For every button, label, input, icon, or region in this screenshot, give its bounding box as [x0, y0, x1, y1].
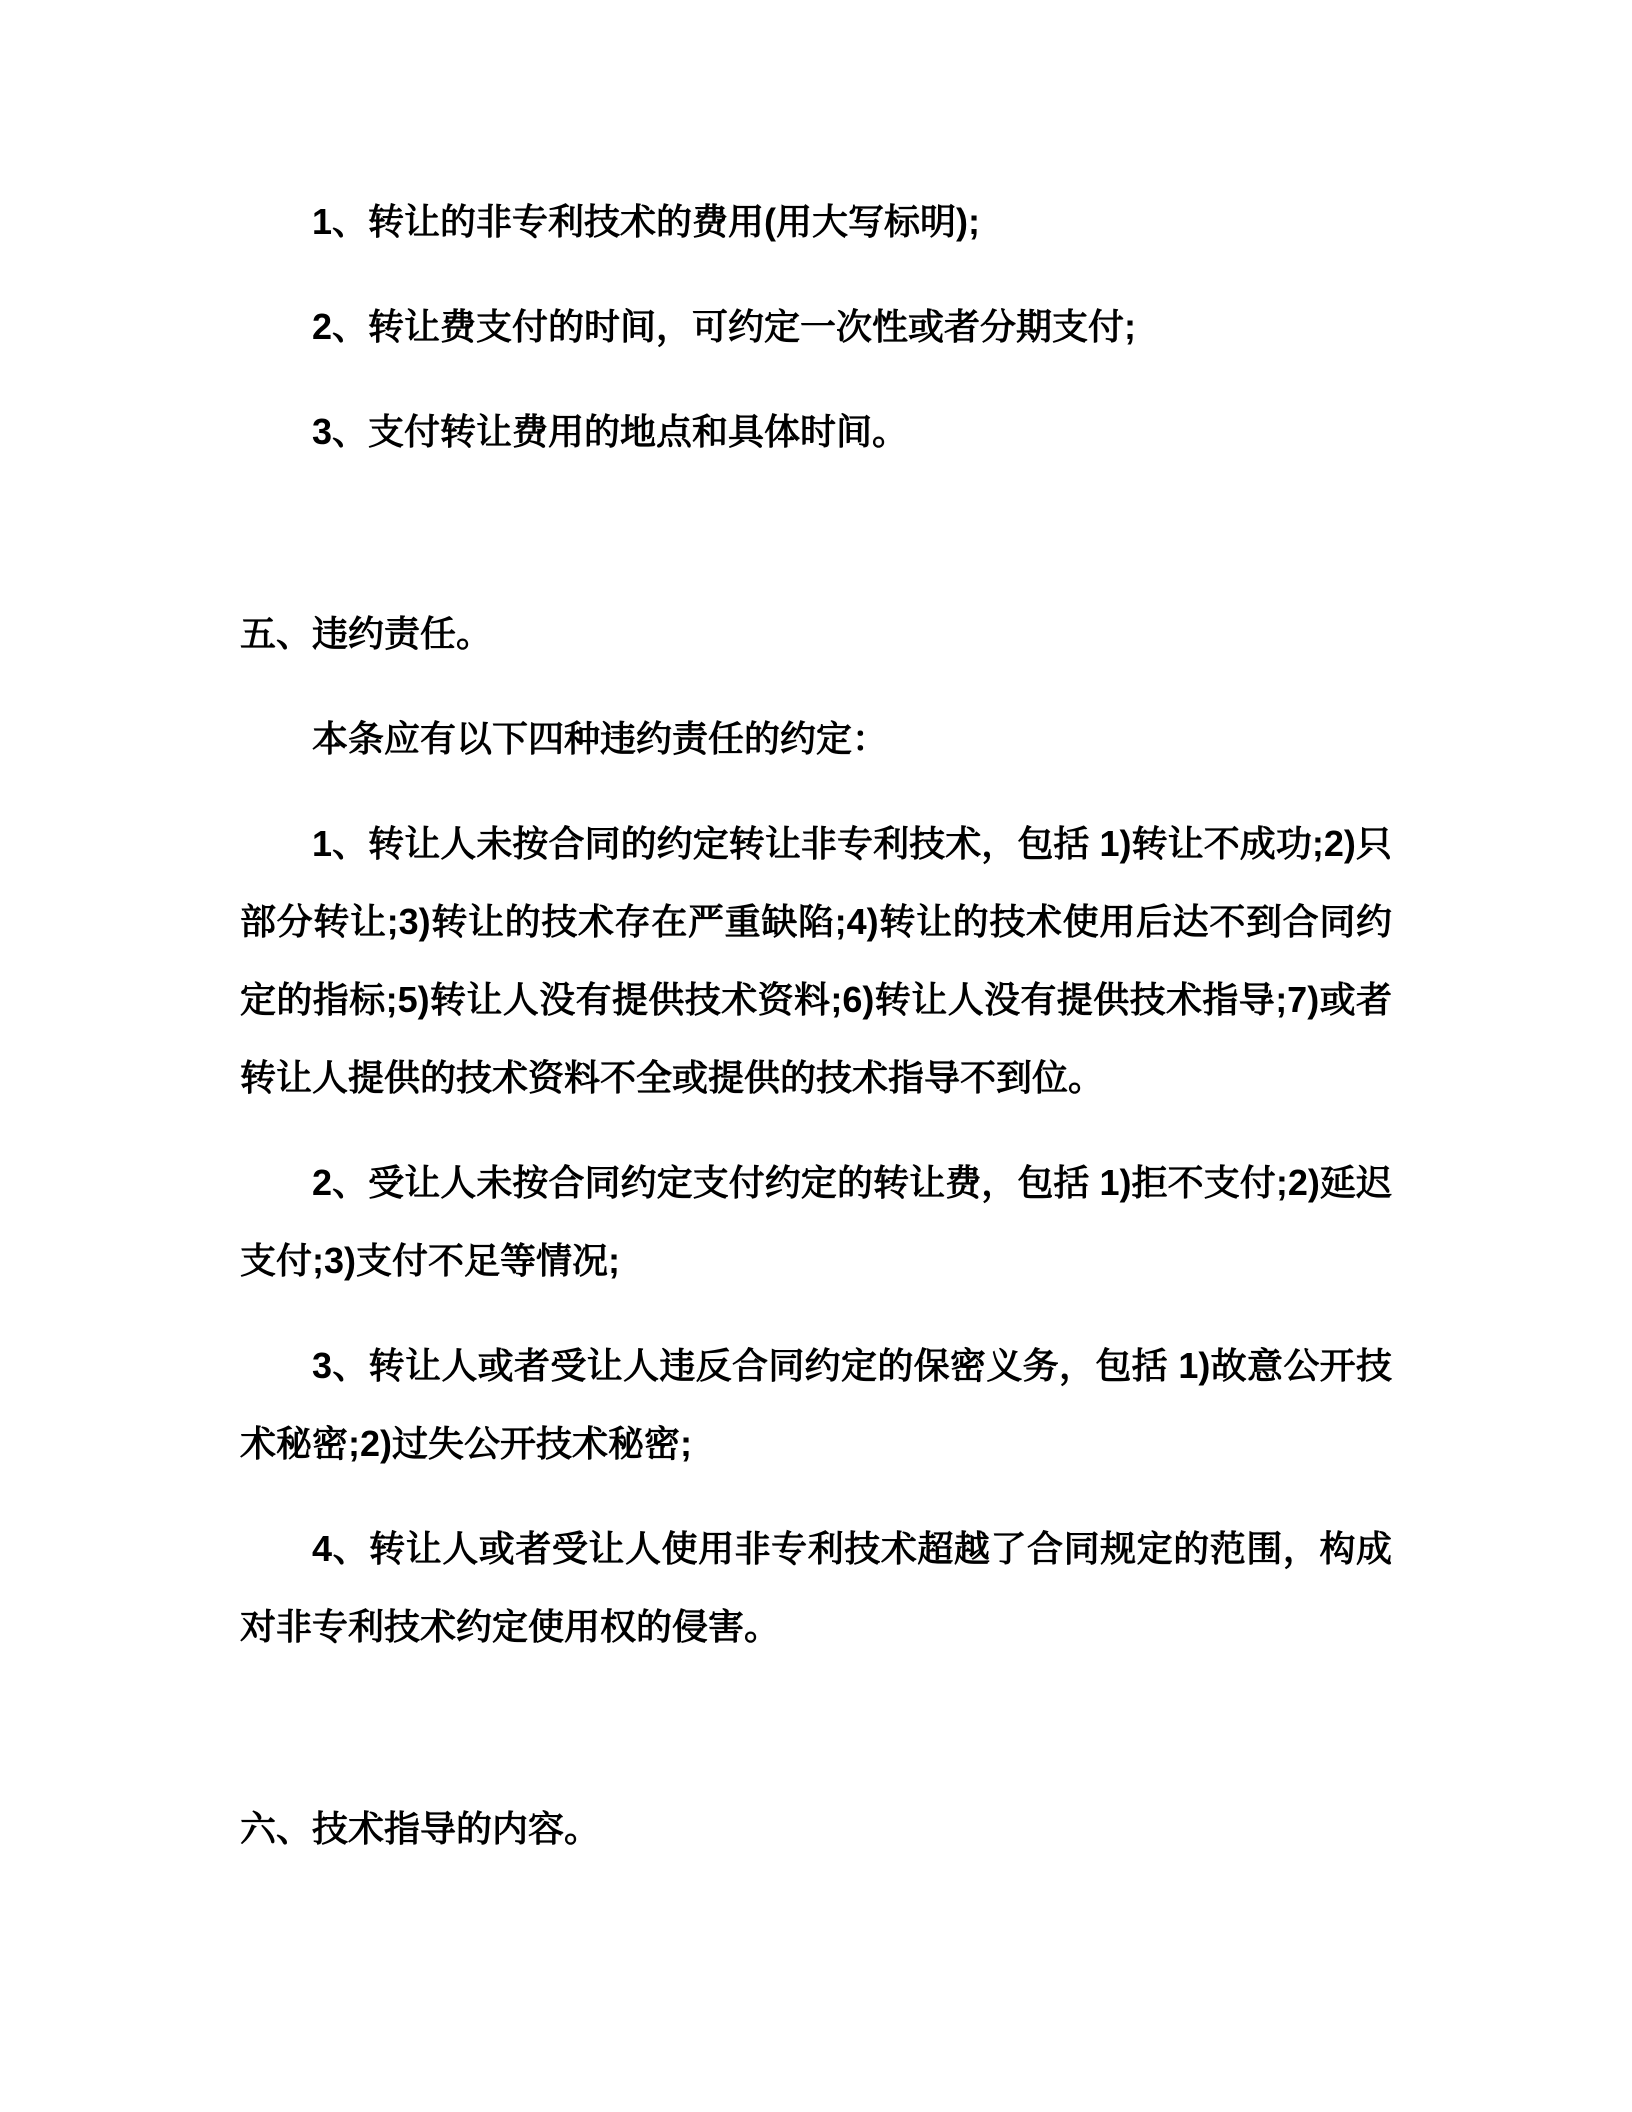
section-heading: 五、违约责任。	[240, 613, 493, 654]
body-paragraph: 2、转让费支付的时间，可约定一次性或者分期支付;	[312, 306, 1137, 347]
body-paragraph: 1、转让人未按合同的约定转让非专利技术，包括 1)转让不成功;2)只部分转让;3)转让的技术存在严重缺陷;4)转让的技术使用后达不到合同约定的指标;5)转让人没有提供技术资料;6)转让人没有提供技术指导;7)或者转让人提供的技术资料不全或提供的技术指导不到位。	[240, 823, 1392, 1098]
body-paragraph: 2、受让人未按合同约定支付约定的转让费，包括 1)拒不支付;2)延迟支付;3)支付不足等情况;	[240, 1162, 1392, 1281]
body-paragraph: 3、转让人或者受让人违反合同约定的保密义务，包括 1)故意公开技术秘密;2)过失公开技术秘密;	[240, 1345, 1392, 1464]
body-paragraph: 1、转让的非专利技术的费用(用大写标明);	[312, 201, 980, 242]
body-paragraph: 本条应有以下四种违约责任的约定：	[312, 718, 889, 759]
body-paragraph: 4、转让人或者受让人使用非专利技术超越了合同规定的范围，构成对非专利技术约定使用权的侵害。	[240, 1528, 1392, 1647]
body-paragraph: 3、支付转让费用的地点和具体时间。	[312, 411, 909, 452]
section-heading: 六、技术指导的内容。	[240, 1808, 601, 1849]
